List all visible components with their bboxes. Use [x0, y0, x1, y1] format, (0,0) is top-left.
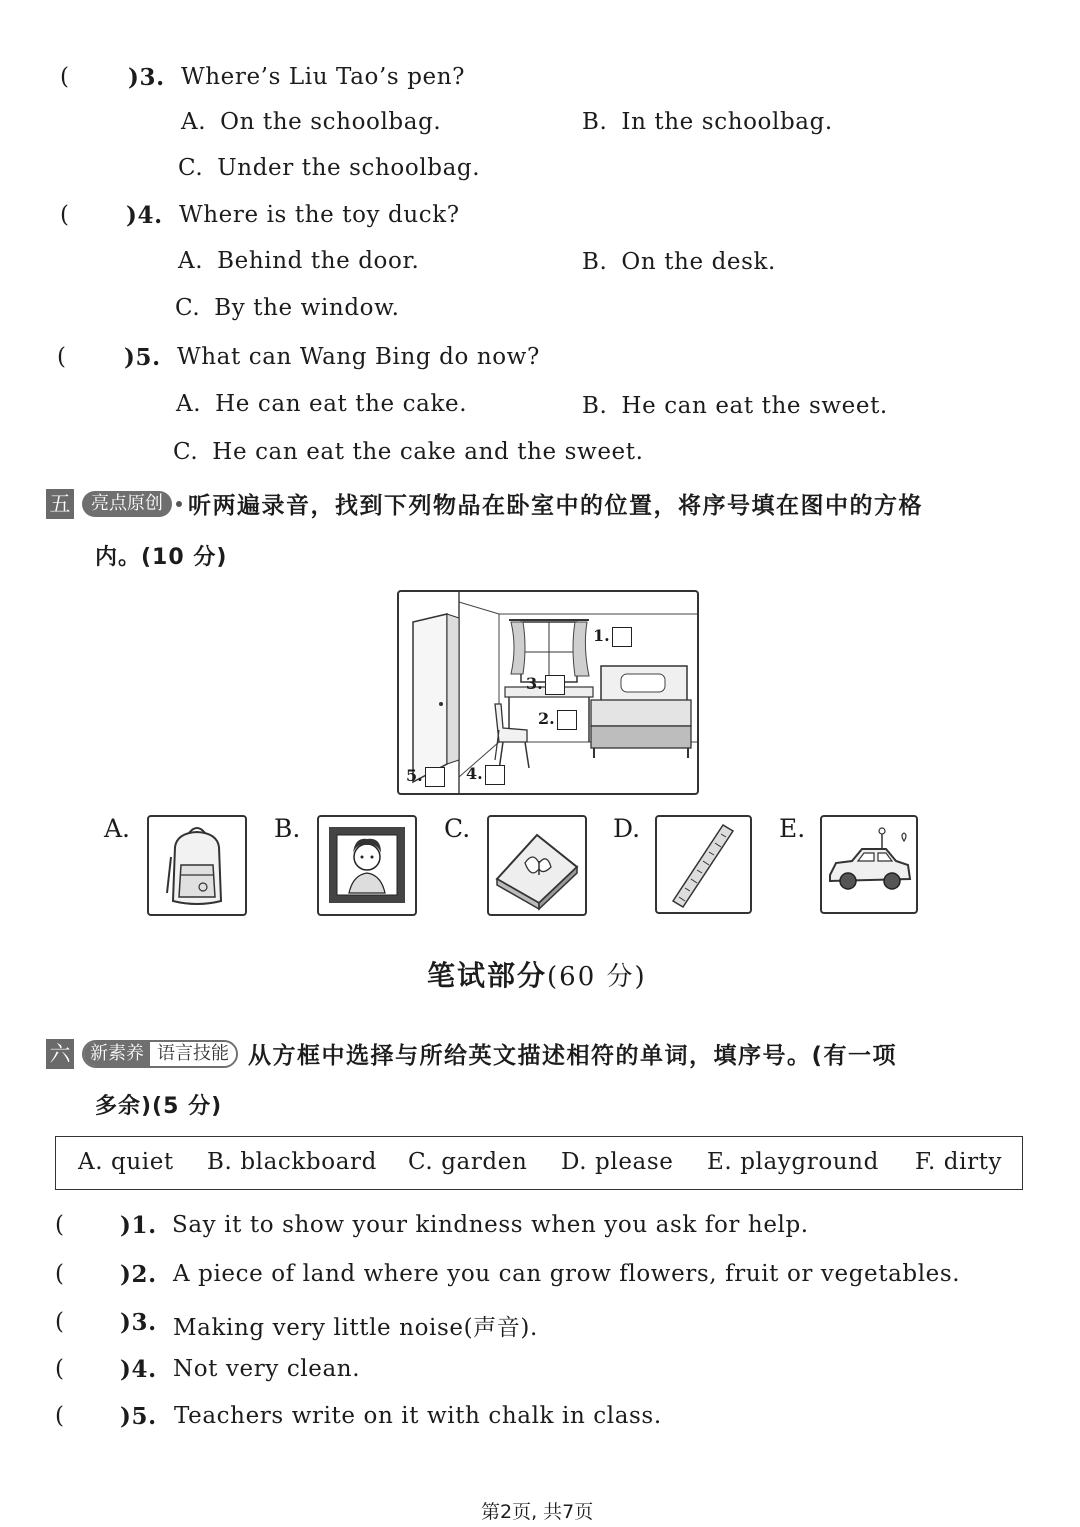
- word-option: C. garden: [408, 1149, 528, 1175]
- option-letter: C.: [173, 439, 199, 465]
- option-text: On the desk.: [621, 249, 776, 275]
- answer-bracket[interactable]: (: [60, 64, 69, 90]
- schoolbag-icon: [149, 817, 245, 914]
- bed-drawing: [591, 666, 691, 758]
- option-b: [582, 249, 776, 275]
- item-letter-b: B.: [274, 814, 301, 843]
- option-text: By the window.: [214, 295, 400, 321]
- option-b: [582, 393, 888, 419]
- section-instruction-continued: 多余)(5 分): [95, 1094, 223, 1119]
- word-option: B. blackboard: [207, 1149, 377, 1175]
- section-instruction: 听两遍录音，找到下列物品在卧室中的位置，将序号填在图中的方格: [188, 493, 923, 519]
- item-letter-e: E.: [779, 814, 806, 843]
- option-c: [175, 295, 400, 321]
- photo-frame-icon: [319, 817, 415, 914]
- label-number: 5.: [406, 766, 423, 785]
- section-6-header: [46, 1037, 897, 1070]
- option-text: Under the schoolbag.: [217, 155, 481, 181]
- label-number: 2.: [538, 709, 555, 728]
- page-number: 第2页, 共7页: [481, 1501, 594, 1523]
- option-text: On the schoolbag.: [220, 109, 442, 135]
- option-c: [178, 155, 480, 181]
- bullet-dot: [176, 501, 182, 507]
- item-d-picture: [655, 815, 752, 914]
- answer-box[interactable]: [485, 765, 505, 785]
- book-icon: [489, 817, 585, 914]
- toy-car-icon: [822, 817, 916, 912]
- item-letter-c: C.: [444, 814, 471, 843]
- question-number: )5.: [124, 344, 161, 371]
- option-text: He can eat the cake.: [215, 391, 468, 417]
- item-a-picture: [147, 815, 247, 916]
- question-text: What can Wang Bing do now?: [177, 344, 540, 370]
- section-tag: 亮点原创: [82, 491, 172, 517]
- item-b-picture: [317, 815, 417, 916]
- question-number: )4.: [126, 202, 163, 229]
- question-text: Where’s Liu Tao’s pen?: [181, 64, 466, 90]
- option-letter: A.: [176, 391, 202, 417]
- option-b: [582, 109, 833, 135]
- question-text: A piece of land where you can grow flowers, fruit or vegetables.: [173, 1261, 961, 1287]
- answer-bracket[interactable]: (: [60, 202, 69, 228]
- option-text: In the schoolbag.: [621, 109, 833, 135]
- question-number: )3.: [128, 64, 165, 91]
- room-label-4: [466, 764, 505, 785]
- tag-left: 新素养: [84, 1042, 150, 1066]
- heading-title: 笔试部分: [427, 959, 548, 992]
- section-tag: [82, 1040, 238, 1068]
- section-5-header: [46, 487, 923, 520]
- question-text: Say it to show your kindness when you ask for help.: [172, 1212, 809, 1238]
- question-text: Not very clean.: [173, 1356, 361, 1382]
- option-letter: B.: [582, 109, 608, 135]
- room-label-5: [406, 766, 445, 787]
- option-letter: A.: [178, 248, 204, 274]
- written-part-heading: [427, 954, 647, 994]
- option-letter: B.: [582, 393, 608, 419]
- bedroom-picture: [397, 590, 699, 795]
- item-letter-d: D.: [613, 814, 641, 843]
- heading-points: (60 分): [547, 962, 647, 992]
- option-letter: A.: [181, 109, 207, 135]
- answer-bracket[interactable]: (: [55, 1309, 64, 1335]
- answer-box[interactable]: [545, 675, 565, 695]
- section-number: 五: [46, 489, 74, 519]
- section-number: 六: [46, 1039, 74, 1069]
- window-drawing: [509, 620, 589, 682]
- label-number: 1.: [593, 626, 610, 645]
- answer-bracket[interactable]: (: [55, 1212, 64, 1238]
- question-number: )1.: [120, 1212, 157, 1239]
- word-option: E. playground: [707, 1149, 879, 1175]
- word-option: D. please: [561, 1149, 674, 1175]
- answer-bracket[interactable]: (: [55, 1261, 64, 1287]
- word-option: A. quiet: [78, 1149, 174, 1175]
- option-c: [173, 439, 644, 465]
- room-label-2: [538, 709, 577, 730]
- question-text: Teachers write on it with chalk in class.: [174, 1403, 662, 1429]
- answer-box[interactable]: [557, 710, 577, 730]
- chair-drawing: [495, 704, 529, 770]
- word-option: F. dirty: [915, 1149, 1003, 1175]
- label-number: 4.: [466, 764, 483, 783]
- question-text: Where is the toy duck?: [179, 202, 460, 228]
- tag-right: 语言技能: [150, 1042, 236, 1066]
- option-text: He can eat the sweet.: [621, 393, 888, 419]
- option-letter: C.: [175, 295, 201, 321]
- question-number: )5.: [120, 1403, 157, 1430]
- answer-bracket[interactable]: (: [55, 1403, 64, 1429]
- question-number: )3.: [120, 1309, 157, 1336]
- option-a: [176, 391, 467, 417]
- answer-box[interactable]: [425, 767, 445, 787]
- room-label-3: [526, 674, 565, 695]
- word-bank-box: [55, 1136, 1023, 1190]
- item-c-picture: [487, 815, 587, 916]
- question-number: )4.: [120, 1356, 157, 1383]
- option-text: He can eat the cake and the sweet.: [212, 439, 644, 465]
- question-number: )2.: [120, 1261, 157, 1288]
- section-instruction: 从方框中选择与所给英文描述相符的单词，填序号。(有一项: [248, 1043, 898, 1069]
- option-a: [178, 248, 419, 274]
- answer-bracket[interactable]: (: [55, 1356, 64, 1382]
- answer-box[interactable]: [612, 627, 632, 647]
- answer-bracket[interactable]: (: [57, 344, 66, 370]
- label-number: 3.: [526, 674, 543, 693]
- option-letter: C.: [178, 155, 204, 181]
- option-a: [181, 109, 441, 135]
- item-letter-a: A.: [104, 814, 131, 843]
- room-label-1: [593, 626, 632, 647]
- item-e-picture: [820, 815, 918, 914]
- option-text: Behind the door.: [217, 248, 420, 274]
- ruler-icon: [657, 817, 750, 912]
- question-text: Making very little noise(声音).: [173, 1315, 538, 1341]
- door-drawing: [413, 614, 459, 782]
- section-instruction-continued: 内。(10 分): [95, 545, 228, 570]
- option-letter: B.: [582, 249, 608, 275]
